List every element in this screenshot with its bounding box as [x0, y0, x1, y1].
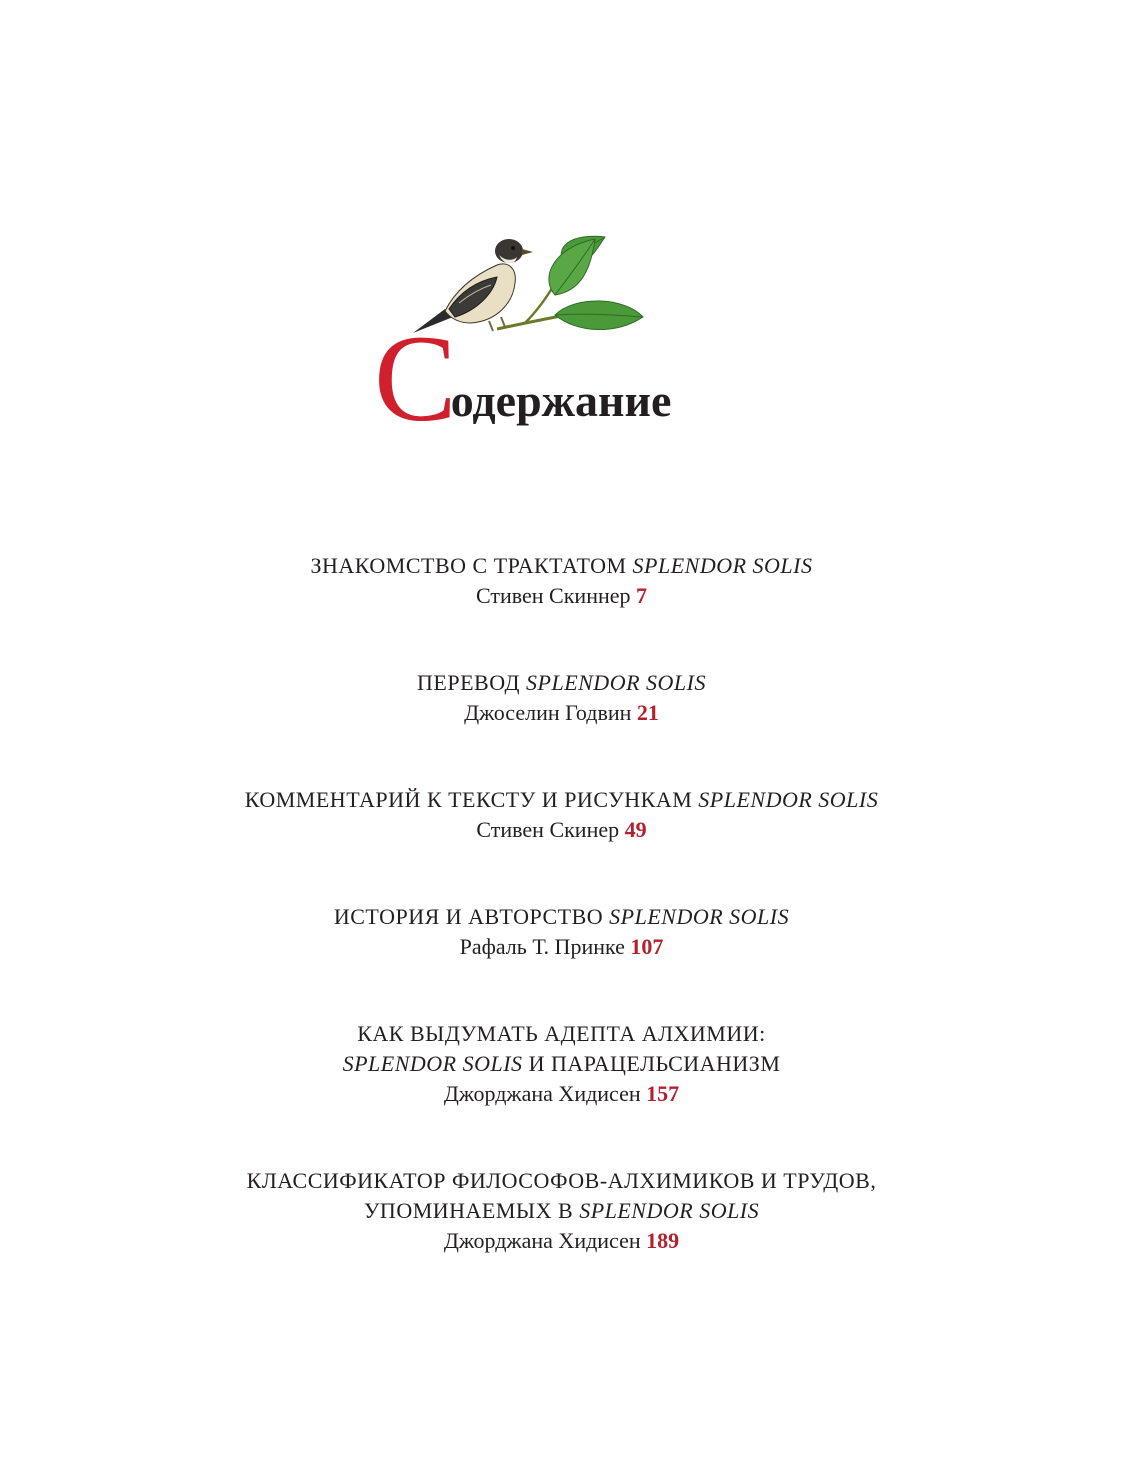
toc-entry-title: [0, 551, 1123, 581]
toc-entry-title-text: КЛАССИФИКАТОР ФИЛОСОФОВ-АЛХИМИКОВ И ТРУДОВ,: [246, 1168, 877, 1193]
toc-entry-page-number: 49: [624, 817, 647, 842]
toc-entry: [0, 785, 1123, 845]
toc-entry-author: Джорджана Хидисен: [443, 1081, 641, 1106]
toc-entry-author: Стивен Скинер: [476, 817, 620, 842]
toc-entry-title-text: КОММЕНТАРИЙ К ТЕКСТУ И РИСУНКАМ: [244, 787, 699, 812]
toc-entry-title-italic: SPLENDOR SOLIS: [526, 670, 706, 695]
toc-entry-title-text: КАК ВЫДУМАТЬ АДЕПТА АЛХИМИИ:: [357, 1021, 766, 1046]
toc-entry-title-italic: SPLENDOR SOLIS: [609, 904, 790, 929]
toc-entry-author-line: [0, 698, 1123, 728]
page-title: [374, 310, 672, 447]
toc-entry-author: Рафаль Т. Принке: [459, 934, 625, 959]
toc-entry-page-number: 21: [636, 700, 659, 725]
toc-entry-author-line: [0, 932, 1123, 962]
toc-entry-title-text: ИСТОРИЯ И АВТОРСТВО: [333, 904, 610, 929]
toc-entry-title-italic: SPLENDOR SOLIS: [698, 787, 879, 812]
toc-entry-author-line: [0, 1226, 1123, 1256]
toc-entry-author: Джоселин Годвин: [464, 700, 632, 725]
toc-entry-author-line: [0, 1079, 1123, 1109]
toc-entry-page-number: 7: [636, 583, 647, 608]
title-initial: С: [374, 310, 457, 447]
toc-entry-title: [0, 1049, 1123, 1079]
toc-entry-title-text: ПЕРЕВОД: [417, 670, 527, 695]
toc-entry-title-italic: SPLENDOR SOLIS: [579, 1198, 760, 1223]
toc-entry-author-line: [0, 815, 1123, 845]
table-of-contents: [0, 551, 1123, 1313]
toc-entry: [0, 1166, 1123, 1256]
toc-entry: [0, 902, 1123, 962]
toc-entry-author: Стивен Скиннер: [475, 583, 631, 608]
toc-entry-title: [0, 668, 1123, 698]
page-header: [360, 225, 760, 455]
toc-entry-title-italic: SPLENDOR SOLIS: [342, 1051, 523, 1076]
toc-entry-page-number: 157: [646, 1081, 680, 1106]
toc-entry-title-italic: SPLENDOR SOLIS: [632, 553, 813, 578]
toc-entry-title: [0, 1166, 1123, 1196]
toc-entry-page-number: 189: [646, 1228, 680, 1253]
toc-entry-author-line: [0, 581, 1123, 611]
toc-entry-author: Джорджана Хидисен: [443, 1228, 641, 1253]
toc-entry-title: [0, 1019, 1123, 1049]
toc-entry-title-text: И ПАРАЦЕЛЬСИАНИЗМ: [522, 1051, 781, 1076]
title-rest: одержание: [450, 375, 672, 426]
toc-entry-title-text: ЗНАКОМСТВО С ТРАКТАТОМ: [310, 553, 633, 578]
toc-entry-title: [0, 785, 1123, 815]
toc-entry: [0, 668, 1123, 728]
toc-entry: [0, 1019, 1123, 1109]
toc-entry-title: [0, 1196, 1123, 1226]
toc-entry-title: [0, 902, 1123, 932]
toc-entry-title-text: УПОМИНАЕМЫХ В: [363, 1198, 580, 1223]
toc-entry-page-number: 107: [630, 934, 664, 959]
toc-entry: [0, 551, 1123, 611]
